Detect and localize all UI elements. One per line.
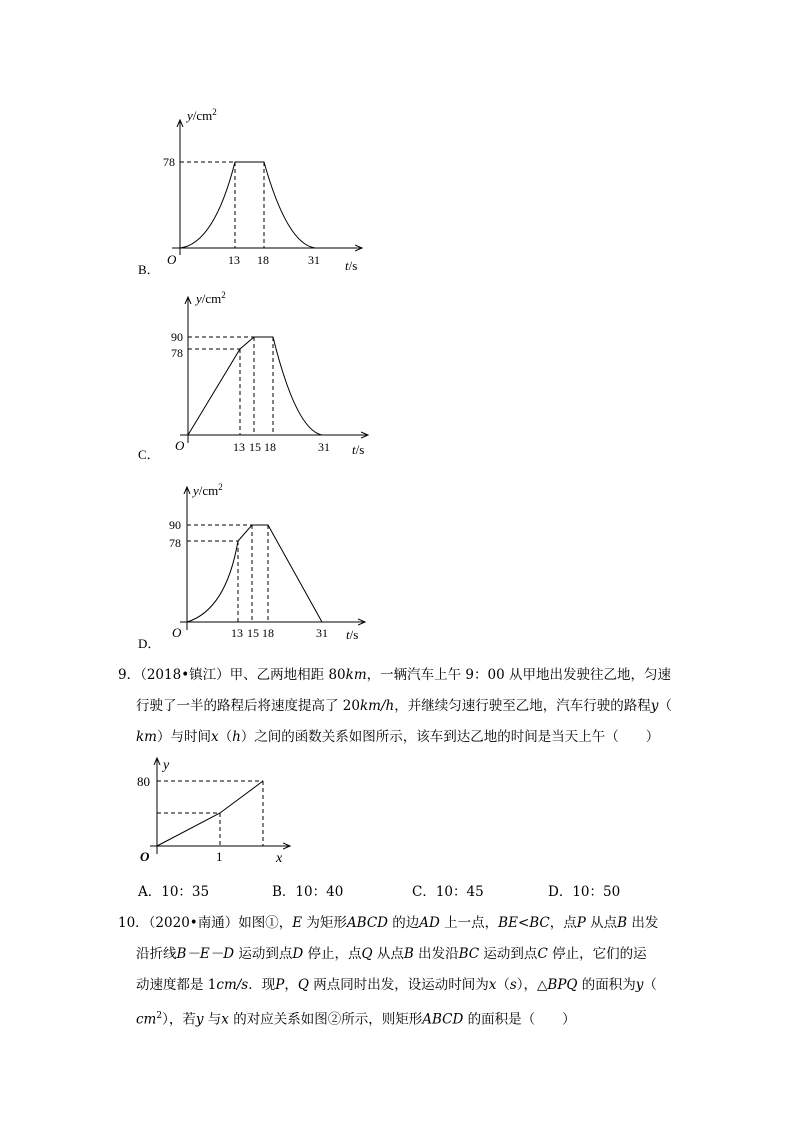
choice-b[interactable]: B．10：40 bbox=[272, 884, 344, 900]
option-b-label: B． bbox=[138, 262, 160, 277]
question-10-line-4: $cm^2$），若y 与x 的对应关系如图②所示，则矩形ABCD 的面积是（ ） bbox=[136, 1011, 576, 1028]
question-10-line-3: 动速度都是 1cm/s．现P，Q 两点同时出发，设运动时间为x（s），△BPQ 的面积为y（ bbox=[136, 977, 657, 993]
y-axis-label: y bbox=[163, 758, 170, 773]
origin-label: O bbox=[175, 438, 185, 453]
x-tick-label: 13 bbox=[228, 253, 240, 267]
x-tick-label: 15 bbox=[247, 626, 259, 640]
question-10-line-2: 沿折线B－E－D 运动到点D 停止，点Q 从点B 出发沿BC 运动到点C 停止，它们的运 bbox=[136, 946, 647, 962]
y-axis-label: $y/cm^2$ bbox=[193, 482, 223, 498]
question-10-line-1: 10．（2020•南通）如图①，E 为矩形ABCD 的边AD 上一点，BE<BC，点P 从点B 出发 bbox=[118, 915, 659, 931]
y-tick-label: 78 bbox=[171, 346, 183, 360]
question-9-line-3: km）与时间x（h）之间的函数关系如图所示，该车到达乙地的时间是当天上午（ ） bbox=[136, 729, 660, 745]
x-axis-label: x bbox=[276, 851, 283, 866]
x-tick-label: 18 bbox=[257, 253, 269, 267]
x-tick-label: 13 bbox=[231, 626, 243, 640]
question-9-line-2: 行驶了一半的路程后将速度提高了 20km/h，并继续匀速行驶至乙地，汽车行驶的路程y（ bbox=[136, 698, 672, 714]
origin-label: O bbox=[167, 252, 177, 267]
origin-label: O bbox=[140, 849, 150, 864]
x-tick-label: 31 bbox=[318, 440, 330, 454]
x-tick-label: 15 bbox=[249, 440, 261, 454]
option-d-label: D． bbox=[138, 636, 161, 651]
origin-label: O bbox=[172, 625, 182, 640]
x-tick-label: 31 bbox=[308, 253, 320, 267]
y-tick-label: 90 bbox=[169, 518, 181, 532]
y-tick-label: 78 bbox=[169, 536, 181, 550]
y-tick-label: 90 bbox=[171, 330, 183, 344]
x-axis-label: t/s bbox=[352, 442, 365, 457]
choice-a[interactable]: A．10：35 bbox=[138, 884, 210, 900]
y-tick-label: 78 bbox=[163, 155, 175, 169]
choice-d[interactable]: D．10：50 bbox=[548, 884, 621, 900]
x-tick-label: 31 bbox=[316, 626, 328, 640]
question-9-line-1: 9．（2018•镇江）甲、乙两地相距 80km，一辆汽车上午 9：00 从甲地出发驶往乙地，匀速 bbox=[118, 667, 671, 683]
x-tick-label: 18 bbox=[262, 626, 274, 640]
x-axis-label: t/s bbox=[346, 627, 359, 642]
x-tick-label: 18 bbox=[264, 440, 276, 454]
y-axis-label: $y/cm^2$ bbox=[187, 107, 217, 123]
question-10 bbox=[118, 908, 678, 1036]
choice-c[interactable]: C．10：45 bbox=[412, 884, 484, 900]
x-tick-label: 1 bbox=[216, 849, 223, 864]
x-tick-label: 13 bbox=[233, 440, 245, 454]
x-axis-label: t/s bbox=[345, 258, 358, 273]
y-tick-label: 80 bbox=[137, 774, 150, 789]
y-axis-label: $y/cm^2$ bbox=[196, 290, 226, 306]
option-c-label: C． bbox=[138, 447, 160, 462]
